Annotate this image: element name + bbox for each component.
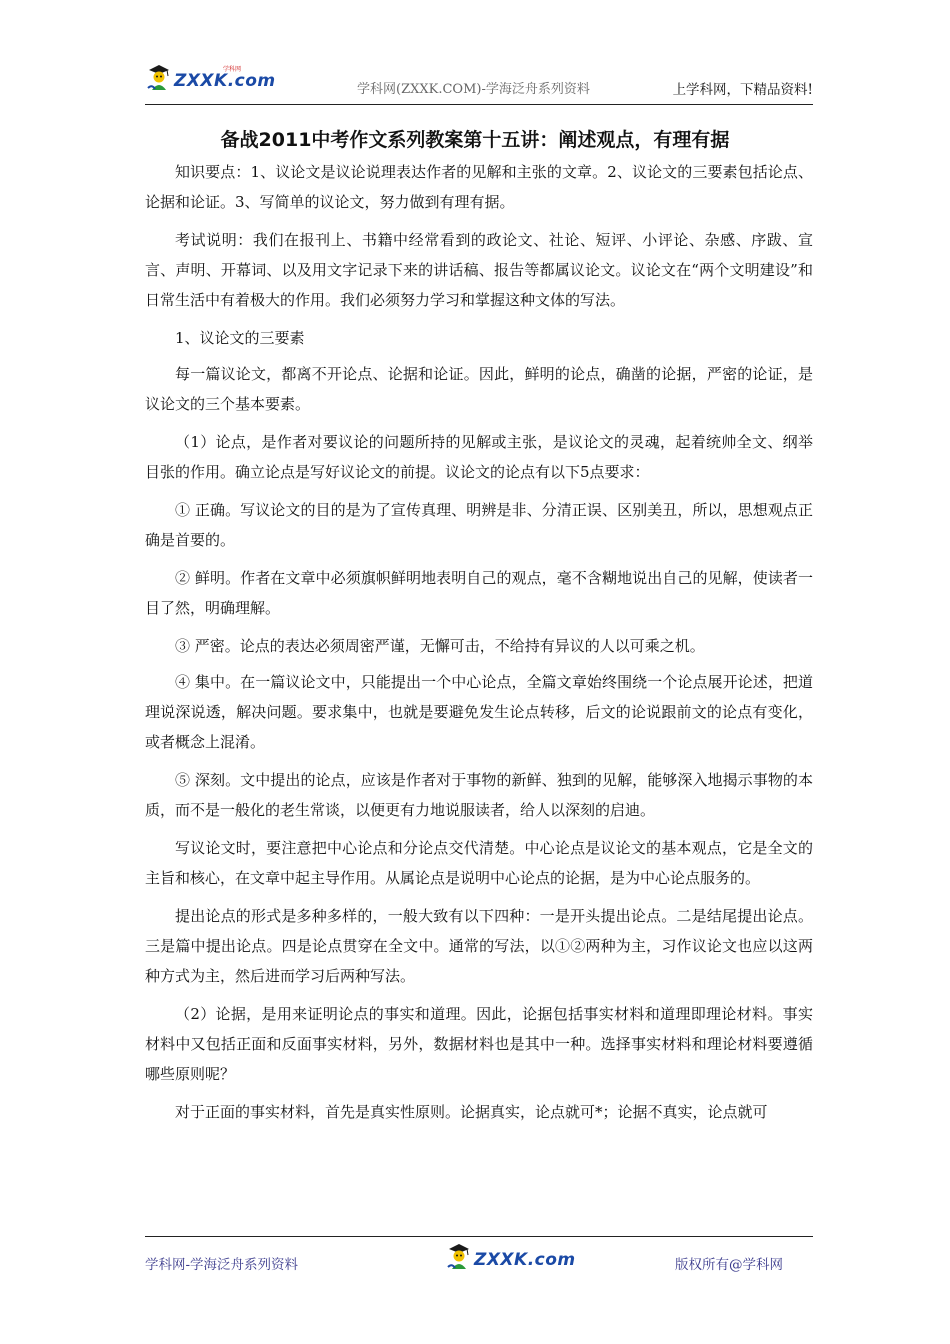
document-title: 备战2011中考作文系列教案第十五讲：阐述观点，有理有据 <box>220 129 730 151</box>
logo-wordmark: ZXXK.com <box>174 71 276 91</box>
paragraph-evidence-definition: （2）论据，是用来证明论点的事实和道理。因此，论据包括事实材料和道理即理论材料。事实材料中又包括正面和反面事实材料，另外，数据材料也是其中一种。选择事实材料和理论材料要遵循哪些原则呢？ <box>145 1005 813 1083</box>
zxxk-logo <box>145 62 276 92</box>
page-header <box>145 62 813 105</box>
paragraph-central-thesis: 写议论文时，要注意把中心论点和分论点交代清楚。中心论点是议论文的基本观点，它是全文的主旨和核心，在文章中起主导作用。从属论点是说明中心论点的论据，是为中心论点服务的。 <box>145 839 813 887</box>
paragraph-exam-description: 考试说明：我们在报刊上、书籍中经常看到的政论文、社论、短评、小评论、杂感、序跋、宣言、声明、开幕词、以及用文字记录下来的讲话稿、报告等都属议论文。议论文在“两个文明建设”和日常生活中有着极大的作用。我们必须努力学习和掌握这种文体的写法。 <box>145 231 813 309</box>
paragraph-requirement-rigorous: ③ 严密。论点的表达必须周密严谨，无懈可击，不给持有异议的人以可乘之机。 <box>175 637 705 655</box>
header-slogan: 上学科网，下精品资料! <box>672 82 813 98</box>
footer-zxxk-logo <box>445 1241 576 1271</box>
paragraph-requirement-correct: ① 正确。写议论文的目的是为了宣传真理、明辨是非、分清正误、区别美丑，所以，思想观点正确是首要的。 <box>145 501 813 549</box>
paragraph-elements-intro: 每一篇议论文，都离不开论点、论据和论证。因此，鲜明的论点，确凿的论据，严密的论证，是议论文的三个基本要素。 <box>145 365 813 413</box>
paragraph-knowledge-points: 知识要点：1、议论文是议论说理表达作者的见解和主张的文章。2、议论文的三要素包括论点、论据和论证。3、写简单的议论文，努力做到有理有据。 <box>145 163 813 211</box>
paragraph-thesis-forms: 提出论点的形式是多种多样的，一般大致有以下四种：一是开头提出论点。二是结尾提出论点。三是篇中提出论点。四是论点贯穿在全文中。通常的写法，以①②两种为主，习作议论文也应以这两种方式为主，然后进而学习后两种写法。 <box>145 907 813 985</box>
footer-mascot-icon <box>445 1241 473 1271</box>
footer-logo-wordmark: ZXXK.com <box>474 1250 576 1270</box>
paragraph-requirement-focused: ④ 集中。在一篇议论文中，只能提出一个中心论点，全篇文章始终围绕一个论点展开论述，把道理说深说透，解决问题。要求集中，也就是要避免发生论点转移，后文的论说跟前文的论点有变化，或者概念上混淆。 <box>145 673 813 751</box>
paragraph-thesis-definition: （1）论点，是作者对要议论的问题所持的见解或主张，是议论文的灵魂，起着统帅全文、纲举目张的作用。确立论点是写好议论文的前提。议论文的论点有以下5点要求： <box>145 433 813 481</box>
logo-subtext: 学科网 <box>223 66 242 73</box>
mascot-icon <box>145 62 173 92</box>
paragraph-requirement-clear: ② 鲜明。作者在文章中必须旗帜鲜明地表明自己的观点，毫不含糊地说出自己的见解，使读者一目了然，明确理解。 <box>145 569 813 617</box>
paragraph-requirement-profound: ⑤ 深刻。文中提出的论点，应该是作者对于事物的新鲜、独到的见解，能够深入地揭示事物的本质，而不是一般化的老生常谈，以便更有力地说服读者，给人以深刻的启迪。 <box>145 771 813 819</box>
section-heading-three-elements: 1、议论文的三要素 <box>175 329 305 347</box>
paragraph-truth-principle: 对于正面的事实材料，首先是真实性原则。论据真实，论点就可*；论据不真实，论点就可 <box>175 1103 768 1121</box>
document-body <box>145 157 813 1135</box>
footer-copyright: 版权所有@学科网 <box>675 1257 783 1273</box>
page-footer <box>145 1236 813 1277</box>
header-site-name: 学科网(ZXXK.COM)-学海泛舟系列资料 <box>357 82 590 97</box>
footer-site-name: 学科网-学海泛舟系列资料 <box>145 1257 299 1273</box>
